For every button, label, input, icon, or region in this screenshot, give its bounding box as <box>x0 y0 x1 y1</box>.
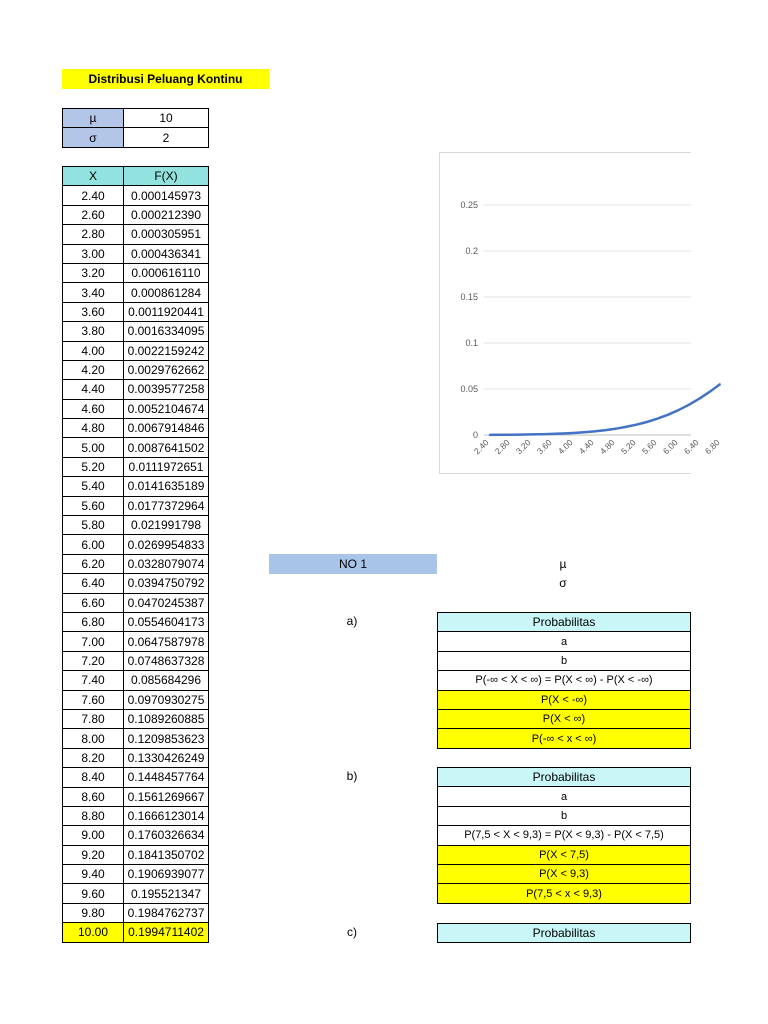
table-row <box>63 768 209 787</box>
prob-row <box>438 845 691 864</box>
x-tick-label: 6.40 <box>681 437 701 457</box>
cell-fx[interactable]: 0.0470245387 <box>124 593 209 612</box>
table-row <box>63 554 209 573</box>
line-chart <box>440 153 722 473</box>
param-label-mu[interactable]: µ <box>63 109 124 128</box>
x-tick-label: 5.60 <box>639 437 659 457</box>
cell-fx[interactable]: 0.0970930275 <box>124 690 209 709</box>
section-no1[interactable]: NO 1 <box>269 554 437 574</box>
prob-header-row <box>438 613 691 632</box>
cell-x[interactable]: 3.00 <box>63 244 124 263</box>
cell-x[interactable]: 5.60 <box>63 496 124 515</box>
table-row <box>63 865 209 884</box>
cell-fx[interactable]: 0.1209853623 <box>124 729 209 748</box>
cell-x[interactable]: 3.40 <box>63 283 124 302</box>
data-point <box>583 432 584 433</box>
prob-row <box>438 826 691 845</box>
data-point <box>489 434 490 435</box>
table-row <box>63 477 209 496</box>
prob-row <box>438 690 691 709</box>
cell-fx[interactable]: 0.1330426249 <box>124 748 209 767</box>
cell-x[interactable]: 7.00 <box>63 632 124 651</box>
prob-header-row <box>438 768 691 787</box>
x-tick-label: 2.80 <box>492 437 512 457</box>
question-c-label: c) <box>347 925 357 939</box>
prob-header-row <box>438 924 691 943</box>
prob-row <box>438 632 691 651</box>
cell-x[interactable]: 2.40 <box>63 186 124 205</box>
prob-formula[interactable]: P(-∞ < X < ∞) = P(X < ∞) - P(X < -∞) <box>438 671 691 690</box>
cell-x[interactable]: 8.60 <box>63 787 124 806</box>
cell-x[interactable]: 2.60 <box>63 205 124 224</box>
cell-x[interactable]: 7.40 <box>63 671 124 690</box>
prob-result[interactable]: P(7,5 < x < 9,3) <box>438 884 691 903</box>
cell-fx[interactable]: 0.0141635189 <box>124 477 209 496</box>
table-row <box>63 205 209 224</box>
data-point <box>720 383 721 384</box>
cell-fx[interactable]: 0.1984762737 <box>124 903 209 922</box>
table-row <box>63 380 209 399</box>
prob-row <box>438 787 691 806</box>
data-point <box>615 428 616 429</box>
data-point <box>625 426 626 427</box>
cell-x[interactable]: 9.00 <box>63 826 124 845</box>
cell-x[interactable]: 9.20 <box>63 845 124 864</box>
cell-fx[interactable]: 0.0111972651 <box>124 457 209 476</box>
cell-x[interactable]: 4.60 <box>63 399 124 418</box>
data-point <box>667 414 668 415</box>
question-a-table <box>437 612 691 749</box>
data-point <box>709 391 710 392</box>
table-row <box>63 438 209 457</box>
table-row <box>63 748 209 767</box>
param-row-sigma <box>63 128 209 147</box>
cell-fx[interactable]: 0.1448457764 <box>124 768 209 787</box>
prob-result[interactable]: P(X < ∞) <box>438 709 691 728</box>
prob-cell-a[interactable]: a <box>438 787 691 806</box>
prob-header[interactable]: Probabilitas <box>438 768 691 787</box>
cell-x[interactable]: 4.00 <box>63 341 124 360</box>
data-point <box>688 404 689 405</box>
y-tick-label: 0.1 <box>465 338 478 348</box>
table-row <box>63 651 209 670</box>
cell-fx[interactable]: 0.0067914846 <box>124 419 209 438</box>
table-row <box>63 884 209 903</box>
prob-formula[interactable]: P(7,5 < X < 9,3) = P(X < 9,3) - P(X < 7,5) <box>438 826 691 845</box>
prob-row <box>438 864 691 883</box>
x-tick-label: 3.20 <box>513 437 533 457</box>
sheet-title[interactable]: Distribusi Peluang Kontinu <box>62 69 269 89</box>
data-point <box>573 432 574 433</box>
prob-result[interactable]: P(X < -∞) <box>438 690 691 709</box>
question-b-label: b) <box>346 769 358 783</box>
param-value-mu[interactable]: 10 <box>124 109 209 128</box>
cell-x[interactable]: 5.20 <box>63 457 124 476</box>
param-row-mu <box>63 109 209 128</box>
cell-fx[interactable]: 0.000861284 <box>124 283 209 302</box>
question-a-label: a) <box>346 614 358 628</box>
y-tick-label: 0.2 <box>465 246 478 256</box>
cell-fx[interactable]: 0.1760326634 <box>124 826 209 845</box>
mu-symbol: µ <box>559 557 567 571</box>
data-point <box>562 433 563 434</box>
table-row <box>63 612 209 631</box>
table-row <box>63 302 209 321</box>
prob-header[interactable]: Probabilitas <box>438 924 691 943</box>
y-tick-label: 0.15 <box>460 292 478 302</box>
param-label-sigma[interactable]: σ <box>63 128 124 147</box>
cell-fx[interactable]: 0.0269954833 <box>124 535 209 554</box>
cell-fx[interactable]: 0.085684296 <box>124 671 209 690</box>
x-tick-label: 6.80 <box>702 437 722 457</box>
cell-fx[interactable]: 0.0647587978 <box>124 632 209 651</box>
table-row <box>63 419 209 438</box>
y-tick-label: 0.25 <box>460 200 478 210</box>
data-point <box>636 424 637 425</box>
cell-x[interactable]: 9.80 <box>63 903 124 922</box>
x-tick-label: 4.00 <box>555 437 575 457</box>
sigma-symbol: σ <box>559 576 567 590</box>
table-row <box>63 322 209 341</box>
table-row <box>63 845 209 864</box>
table-row <box>63 535 209 554</box>
table-row <box>63 516 209 535</box>
y-tick-label: 0.05 <box>460 384 478 394</box>
table-header-row <box>63 167 209 186</box>
data-point <box>678 410 679 411</box>
cell-fx[interactable]: 0.0016334095 <box>124 322 209 341</box>
cell-fx[interactable]: 0.1561269667 <box>124 787 209 806</box>
prob-row <box>438 709 691 728</box>
cell-fx[interactable]: 0.021991798 <box>124 516 209 535</box>
prob-row <box>438 671 691 690</box>
table-row <box>63 787 209 806</box>
prob-cell-a[interactable]: a <box>438 632 691 651</box>
series-line <box>489 384 720 435</box>
table-row <box>63 574 209 593</box>
table-row <box>63 671 209 690</box>
cell-x[interactable]: 5.40 <box>63 477 124 496</box>
cell-x[interactable]: 7.80 <box>63 709 124 728</box>
data-point <box>510 434 511 435</box>
cell-x[interactable]: 7.60 <box>63 690 124 709</box>
table-row <box>63 690 209 709</box>
cell-x[interactable]: 6.80 <box>63 612 124 631</box>
cell-fx[interactable]: 0.195521347 <box>124 884 209 903</box>
cell-x[interactable]: 3.80 <box>63 322 124 341</box>
prob-cell-b[interactable]: b <box>438 806 691 825</box>
table-row <box>63 593 209 612</box>
x-tick-label: 5.20 <box>618 437 638 457</box>
table-row <box>63 709 209 728</box>
prob-row <box>438 729 691 748</box>
cell-x[interactable]: 8.40 <box>63 768 124 787</box>
cell-fx[interactable]: 0.000145973 <box>124 186 209 205</box>
table-row <box>63 457 209 476</box>
prob-row <box>438 806 691 825</box>
prob-result[interactable]: P(-∞ < x < ∞) <box>438 729 691 748</box>
cell-fx[interactable]: 0.1906939077 <box>124 865 209 884</box>
table-row <box>63 360 209 379</box>
data-point <box>552 433 553 434</box>
table-row <box>63 225 209 244</box>
cell-x[interactable]: 7.20 <box>63 651 124 670</box>
distribution-table <box>62 166 209 943</box>
data-point <box>541 434 542 435</box>
cell-x[interactable]: 4.80 <box>63 419 124 438</box>
data-point <box>594 431 595 432</box>
x-tick-label: 2.40 <box>471 437 491 457</box>
table-row <box>63 826 209 845</box>
table-row <box>63 244 209 263</box>
cell-fx[interactable]: 0.0748637328 <box>124 651 209 670</box>
header-fx[interactable]: F(X) <box>124 167 209 186</box>
data-point <box>657 418 658 419</box>
cell-x[interactable]: 3.60 <box>63 302 124 321</box>
cell-fx[interactable]: 0.000212390 <box>124 205 209 224</box>
cell-fx[interactable]: 0.0087641502 <box>124 438 209 457</box>
cell-fx[interactable]: 0.1089260885 <box>124 709 209 728</box>
table-row <box>63 806 209 825</box>
cell-x[interactable]: 6.40 <box>63 574 124 593</box>
cell-fx[interactable]: 0.0029762662 <box>124 360 209 379</box>
cell-x[interactable]: 5.00 <box>63 438 124 457</box>
cell-fx[interactable]: 0.0328079074 <box>124 554 209 573</box>
cell-fx[interactable]: 0.0177372964 <box>124 496 209 515</box>
data-point <box>604 430 605 431</box>
cell-x[interactable]: 4.40 <box>63 380 124 399</box>
cell-x[interactable]: 10.00 <box>63 923 124 942</box>
cell-fx[interactable]: 0.0554604173 <box>124 612 209 631</box>
data-point <box>646 421 647 422</box>
y-tick-label: 0 <box>472 430 478 440</box>
cell-fx[interactable]: 0.0039577258 <box>124 380 209 399</box>
chart-area[interactable] <box>439 152 722 474</box>
cell-fx[interactable]: 0.1666123014 <box>124 806 209 825</box>
cell-x[interactable]: 8.00 <box>63 729 124 748</box>
table-row <box>63 496 209 515</box>
cell-x[interactable]: 6.60 <box>63 593 124 612</box>
prob-row <box>438 884 691 903</box>
table-row <box>63 399 209 418</box>
table-row <box>63 186 209 205</box>
x-tick-label: 4.80 <box>597 437 617 457</box>
table-row <box>63 903 209 922</box>
cell-fx[interactable]: 0.0011920441 <box>124 302 209 321</box>
data-point <box>699 398 700 399</box>
cell-fx[interactable]: 0.0052104674 <box>124 399 209 418</box>
question-b-table <box>437 767 691 904</box>
data-point <box>531 434 532 435</box>
prob-result[interactable]: P(X < 7,5) <box>438 845 691 864</box>
x-tick-label: 6.00 <box>660 437 680 457</box>
cell-x[interactable]: 5.80 <box>63 516 124 535</box>
cell-x[interactable]: 6.20 <box>63 554 124 573</box>
cell-fx[interactable]: 0.1994711402 <box>124 923 209 942</box>
cell-x[interactable]: 3.20 <box>63 263 124 282</box>
prob-row <box>438 651 691 670</box>
data-point <box>499 434 500 435</box>
cell-x[interactable]: 8.20 <box>63 748 124 767</box>
header-x[interactable]: X <box>63 167 124 186</box>
parameter-table <box>62 108 209 148</box>
x-tick-label: 4.40 <box>576 437 596 457</box>
table-row <box>63 263 209 282</box>
table-row <box>63 283 209 302</box>
param-value-sigma[interactable]: 2 <box>124 128 209 147</box>
prob-result[interactable]: P(X < 9,3) <box>438 864 691 883</box>
prob-cell-b[interactable]: b <box>438 651 691 670</box>
cell-fx[interactable]: 0.000305951 <box>124 225 209 244</box>
cell-fx[interactable]: 0.0022159242 <box>124 341 209 360</box>
cell-x[interactable]: 9.60 <box>63 884 124 903</box>
table-row <box>63 632 209 651</box>
cell-x[interactable]: 8.80 <box>63 806 124 825</box>
cell-fx[interactable]: 0.0394750792 <box>124 574 209 593</box>
cell-x[interactable]: 9.40 <box>63 865 124 884</box>
cell-fx[interactable]: 0.1841350702 <box>124 845 209 864</box>
table-row <box>63 341 209 360</box>
cell-x[interactable]: 4.20 <box>63 360 124 379</box>
cell-fx[interactable]: 0.000616110 <box>124 263 209 282</box>
table-row <box>63 923 209 942</box>
cell-x[interactable]: 6.00 <box>63 535 124 554</box>
x-tick-label: 3.60 <box>534 437 554 457</box>
cell-fx[interactable]: 0.000436341 <box>124 244 209 263</box>
data-point <box>520 434 521 435</box>
table-row <box>63 729 209 748</box>
question-c-table <box>437 923 691 943</box>
prob-header[interactable]: Probabilitas <box>438 613 691 632</box>
cell-x[interactable]: 2.80 <box>63 225 124 244</box>
